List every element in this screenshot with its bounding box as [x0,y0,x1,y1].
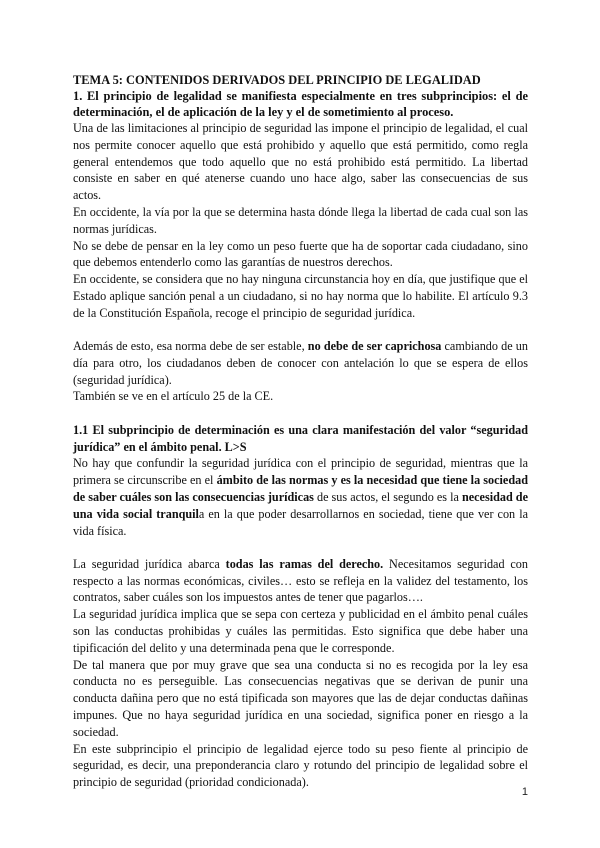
section-1-paragraph-3: No se debe de pensar en la ley como un peso fuerte que ha de soportar cada ciudadano, sino que debemos entenderlo como las garantías de nuestros derechos. [73,238,528,270]
section-1-1-paragraph-1 [73,455,528,539]
text-run: Necesitamos seguridad con respecto a las normas económicas, civiles… esto se refleja en la validez del testamento, los contratos, saber cuáles son los impuestos antes de tener que pagarlos…. [73,556,528,605]
section-1-1-paragraph-2 [73,556,528,606]
section-1-paragraph-1: Una de las limitaciones al principio de seguridad las impone el principio de legalidad, el cual nos permite conocer aquello que está prohibido y aquello que está permitido, como regla general entendemos que todo aquello que no está prohibido está permitido. La libertad consiste en saber en qué atenerse cuando uno hace algo, saber las consecuencias de sus actos. [73,121,528,203]
spacer [73,322,528,339]
text-run: Además de esto, esa norma debe de ser estable, [73,339,308,354]
text-run: La seguridad jurídica abarca [73,556,226,571]
section-1-heading: 1. El principio de legalidad se manifiesta especialmente en tres subprincipios: el de determinación, el de aplicación de la ley y el de sometimiento al proceso. [73,89,528,119]
section-1-1-paragraph-5: En este subprincipio el principio de legalidad ejerce todo su peso fiente al principio de seguridad, es decir, una preponderancia claro y rotundo del principio de legalidad sobre el principio de seguridad (prioridad condicionada). [73,741,528,790]
section-1-1-paragraph-4: De tal manera que por muy grave que sea una conducta si no es recogida por la ley esa conducta no es perseguible. Las consecuencias negativas que se derivan de punir una conducta dañina pero que no está tipificada son mayores que las de dejar conductas dañinas impunes. Que no haya seguridad jurídica en una sociedad, significa poner en riesgo a la sociedad. [73,657,528,739]
section-1-1-heading: 1.1 El subprincipio de determinación es una clara manifestación del valor “seguridad jurídica” en el ámbito penal. L>S [73,422,528,454]
text-run: de sus actos, el segundo es la [313,489,462,504]
bold-text-run: necesidad de una vida social tranquil [73,489,528,521]
section-1-paragraph-5 [73,338,528,388]
text-run: No hay que confundir la seguridad jurídica con el principio de seguridad, mientras que la primera se circunscribe en el [73,456,528,488]
page-number: 1 [521,786,528,798]
section-1-paragraph-2: En occidente, la vía por la que se determina hasta dónde llega la libertad de cada cual son las normas jurídicas. [73,204,528,236]
section-1-1-paragraph-3: La seguridad jurídica implica que se sepa con certeza y publicidad en el ámbito penal cuáles son las conductas prohibidas y cuáles las permitidas. Esto significa que debe haber una tipificación del delito y una determinada pena que le corresponde. [73,607,528,655]
text-run: a en la que poder desarrollarnos en sociedad, tiene que ver con la vida física. [73,506,528,538]
page-title: TEMA 5: CONTENIDOS DERIVADOS DEL PRINCIPIO DE LEGALIDAD [73,73,481,87]
section-1-paragraph-6: También se ve en el artículo 25 de la CE. [73,389,274,404]
section-1-paragraph-4: En occidente, se considera que no hay ninguna circunstancia hoy en día, que justifique que el Estado aplique sanción penal a un ciudadano, si no hay norma que lo habilite. El artículo 9.3 de la Constitución Española, recoge el principio de seguridad jurídica. [73,272,528,320]
spacer [73,405,528,422]
bold-text-run: todas las ramas del derecho. [225,556,384,571]
bold-text-run: no debe de ser caprichosa [307,339,442,354]
text-run: cambiando de un día para otro, los ciudadanos deben de conocer con antelación lo que se espera de ellos (seguridad jurídica). [73,339,528,387]
bold-text-run: ámbito de las normas y es la necesidad que tiene la sociedad de saber cuáles son las consecuencias jurídicas [73,473,528,504]
spacer [73,539,528,556]
